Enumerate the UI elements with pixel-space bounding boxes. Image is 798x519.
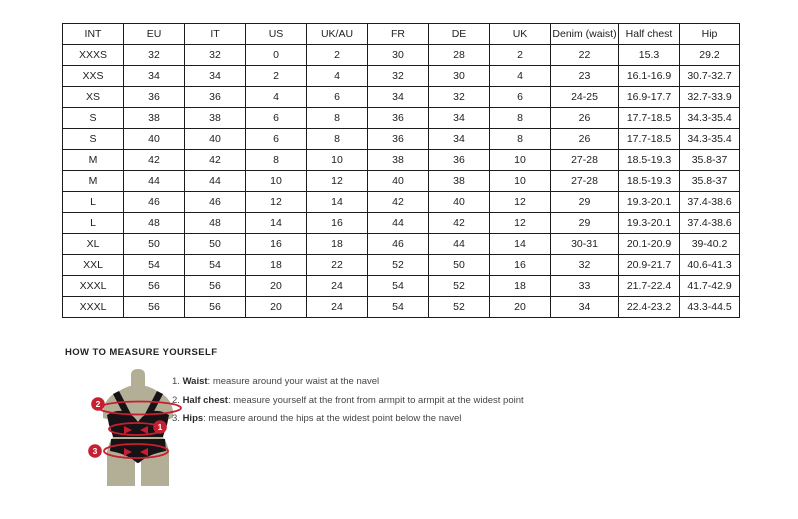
table-cell: 16.9-17.7 bbox=[619, 87, 680, 108]
table-cell: 8 bbox=[490, 129, 551, 150]
table-cell: 6 bbox=[246, 129, 307, 150]
column-header: DE bbox=[429, 24, 490, 45]
table-cell: 29 bbox=[551, 213, 619, 234]
table-cell: 30 bbox=[368, 45, 429, 66]
table-cell: XXS bbox=[63, 66, 124, 87]
table-cell: 10 bbox=[490, 150, 551, 171]
table-cell: 16 bbox=[307, 213, 368, 234]
table-cell: 32 bbox=[368, 66, 429, 87]
table-cell: 42 bbox=[185, 150, 246, 171]
table-cell: 38 bbox=[368, 150, 429, 171]
table-cell: 34 bbox=[185, 66, 246, 87]
table-cell: 28 bbox=[429, 45, 490, 66]
table-cell: 35.8-37 bbox=[680, 150, 740, 171]
table-cell: 40 bbox=[429, 192, 490, 213]
table-cell: 30 bbox=[429, 66, 490, 87]
table-cell: 22 bbox=[551, 45, 619, 66]
table-cell: S bbox=[63, 108, 124, 129]
table-cell: 48 bbox=[185, 213, 246, 234]
table-cell: 16 bbox=[490, 255, 551, 276]
column-header: IT bbox=[185, 24, 246, 45]
table-cell: XXXL bbox=[63, 276, 124, 297]
table-cell: 40 bbox=[124, 129, 185, 150]
table-cell: 32 bbox=[551, 255, 619, 276]
table-row bbox=[63, 108, 740, 129]
table-cell: 40 bbox=[185, 129, 246, 150]
table-cell: 36 bbox=[429, 150, 490, 171]
table-cell: 0 bbox=[246, 45, 307, 66]
measure-step-term: Half chest bbox=[182, 394, 228, 406]
table-cell: S bbox=[63, 129, 124, 150]
column-header: UK/AU bbox=[307, 24, 368, 45]
column-header: UK bbox=[490, 24, 551, 45]
table-row bbox=[63, 45, 740, 66]
svg-text:2: 2 bbox=[95, 399, 101, 409]
table-cell: 4 bbox=[307, 66, 368, 87]
measure-point-1-badge bbox=[153, 420, 167, 434]
table-cell: 10 bbox=[246, 171, 307, 192]
table-cell: 37.4-38.6 bbox=[680, 213, 740, 234]
table-cell: 42 bbox=[368, 192, 429, 213]
table-cell: 41.7-42.9 bbox=[680, 276, 740, 297]
table-cell: 20.1-20.9 bbox=[619, 234, 680, 255]
size-chart bbox=[62, 23, 739, 318]
table-cell: 37.4-38.6 bbox=[680, 192, 740, 213]
table-cell: 17.7-18.5 bbox=[619, 129, 680, 150]
table-cell: 12 bbox=[490, 192, 551, 213]
table-cell: 43.3-44.5 bbox=[680, 297, 740, 318]
table-cell: 50 bbox=[124, 234, 185, 255]
table-cell: 18.5-19.3 bbox=[619, 171, 680, 192]
table-cell: 48 bbox=[124, 213, 185, 234]
table-cell: 56 bbox=[185, 276, 246, 297]
table-cell: 38 bbox=[185, 108, 246, 129]
table-cell: 16 bbox=[246, 234, 307, 255]
table-cell: 18 bbox=[307, 234, 368, 255]
table-cell: 24-25 bbox=[551, 87, 619, 108]
table-cell: 24 bbox=[307, 297, 368, 318]
table-cell: 38 bbox=[429, 171, 490, 192]
table-cell: 10 bbox=[490, 171, 551, 192]
table-cell: 6 bbox=[246, 108, 307, 129]
table-cell: 32 bbox=[124, 45, 185, 66]
table-cell: 32 bbox=[185, 45, 246, 66]
table-row bbox=[63, 192, 740, 213]
column-header: INT bbox=[63, 24, 124, 45]
table-cell: 12 bbox=[490, 213, 551, 234]
table-cell: 34 bbox=[551, 297, 619, 318]
table-cell: XXL bbox=[63, 255, 124, 276]
table-cell: M bbox=[63, 150, 124, 171]
measure-step: 3. Hips: measure around the hips at the widest point below the navel bbox=[172, 413, 462, 424]
table-header-row bbox=[63, 24, 740, 45]
table-row bbox=[63, 276, 740, 297]
table-cell: 36 bbox=[185, 87, 246, 108]
table-cell: 44 bbox=[124, 171, 185, 192]
measure-step: 2. Half chest: measure yourself at the front from armpit to armpit at the widest point bbox=[172, 394, 524, 406]
column-header: Half chest bbox=[619, 24, 680, 45]
table-cell: 2 bbox=[490, 45, 551, 66]
table-cell: 18.5-19.3 bbox=[619, 150, 680, 171]
table-cell: 16.1-16.9 bbox=[619, 66, 680, 87]
table-cell: 14 bbox=[246, 213, 307, 234]
table-cell: 24 bbox=[307, 276, 368, 297]
table-cell: 8 bbox=[490, 108, 551, 129]
table-cell: 20 bbox=[490, 297, 551, 318]
table-cell: 38 bbox=[124, 108, 185, 129]
table-cell: 27-28 bbox=[551, 171, 619, 192]
table-cell: 42 bbox=[429, 213, 490, 234]
table-row bbox=[63, 255, 740, 276]
table-cell: 32.7-33.9 bbox=[680, 87, 740, 108]
table-cell: 15.3 bbox=[619, 45, 680, 66]
table-row bbox=[63, 87, 740, 108]
table-cell: 8 bbox=[307, 108, 368, 129]
size-conversion-table bbox=[62, 23, 740, 318]
table-cell: 44 bbox=[368, 213, 429, 234]
table-cell: 56 bbox=[124, 297, 185, 318]
table-cell: 36 bbox=[124, 87, 185, 108]
column-header: Denim (waist) bbox=[551, 24, 619, 45]
table-cell: L bbox=[63, 213, 124, 234]
table-cell: 54 bbox=[368, 297, 429, 318]
table-cell: 8 bbox=[307, 129, 368, 150]
table-cell: 54 bbox=[185, 255, 246, 276]
table-cell: 22 bbox=[307, 255, 368, 276]
measure-guide-title: HOW TO MEASURE YOURSELF bbox=[65, 347, 218, 358]
table-cell: 44 bbox=[185, 171, 246, 192]
table-cell: 21.7-22.4 bbox=[619, 276, 680, 297]
table-row bbox=[63, 213, 740, 234]
table-cell: 14 bbox=[490, 234, 551, 255]
table-cell: 56 bbox=[124, 276, 185, 297]
table-cell: 12 bbox=[307, 171, 368, 192]
measure-point-3-badge bbox=[88, 444, 102, 458]
table-row bbox=[63, 150, 740, 171]
table-cell: 19.3-20.1 bbox=[619, 213, 680, 234]
table-cell: 50 bbox=[185, 234, 246, 255]
table-cell: M bbox=[63, 171, 124, 192]
table-cell: 14 bbox=[307, 192, 368, 213]
measure-step: 1. Waist: measure around your waist at the navel bbox=[172, 376, 380, 387]
table-cell: 40.6-41.3 bbox=[680, 255, 740, 276]
table-cell: 4 bbox=[490, 66, 551, 87]
table-row bbox=[63, 129, 740, 150]
table-cell: XXXS bbox=[63, 45, 124, 66]
table-cell: 56 bbox=[185, 297, 246, 318]
table-cell: 44 bbox=[429, 234, 490, 255]
table-cell: 30-31 bbox=[551, 234, 619, 255]
table-cell: 52 bbox=[429, 297, 490, 318]
measure-steps-list bbox=[172, 377, 524, 433]
column-header: US bbox=[246, 24, 307, 45]
table-cell: 10 bbox=[307, 150, 368, 171]
table-cell: XL bbox=[63, 234, 124, 255]
table-cell: 20 bbox=[246, 297, 307, 318]
measure-step-term: Waist bbox=[182, 376, 208, 387]
table-cell: 35.8-37 bbox=[680, 171, 740, 192]
measure-point-2-badge bbox=[91, 397, 105, 411]
table-cell: 4 bbox=[246, 87, 307, 108]
table-cell: 26 bbox=[551, 108, 619, 129]
table-cell: 2 bbox=[246, 66, 307, 87]
table-row bbox=[63, 297, 740, 318]
table-cell: 29.2 bbox=[680, 45, 740, 66]
table-cell: 12 bbox=[246, 192, 307, 213]
table-cell: 23 bbox=[551, 66, 619, 87]
table-cell: 33 bbox=[551, 276, 619, 297]
table-cell: 20.9-21.7 bbox=[619, 255, 680, 276]
table-cell: L bbox=[63, 192, 124, 213]
table-cell: 19.3-20.1 bbox=[619, 192, 680, 213]
table-cell: 46 bbox=[185, 192, 246, 213]
measure-step-term: Hips bbox=[182, 413, 204, 424]
table-cell: 42 bbox=[124, 150, 185, 171]
table-cell: 8 bbox=[246, 150, 307, 171]
table-cell: 39-40.2 bbox=[680, 234, 740, 255]
table-cell: 52 bbox=[429, 276, 490, 297]
table-cell: 46 bbox=[124, 192, 185, 213]
table-cell: 22.4-23.2 bbox=[619, 297, 680, 318]
table-cell: 27-28 bbox=[551, 150, 619, 171]
table-cell: 46 bbox=[368, 234, 429, 255]
table-cell: 6 bbox=[490, 87, 551, 108]
table-cell: 34.3-35.4 bbox=[680, 108, 740, 129]
column-header: FR bbox=[368, 24, 429, 45]
table-cell: 34.3-35.4 bbox=[680, 129, 740, 150]
table-cell: 36 bbox=[368, 108, 429, 129]
table-cell: 54 bbox=[368, 276, 429, 297]
table-cell: XS bbox=[63, 87, 124, 108]
table-cell: 6 bbox=[307, 87, 368, 108]
table-row bbox=[63, 66, 740, 87]
table-cell: 34 bbox=[429, 108, 490, 129]
table-cell: 26 bbox=[551, 129, 619, 150]
svg-text:3: 3 bbox=[92, 446, 98, 456]
column-header: Hip bbox=[680, 24, 740, 45]
table-cell: 40 bbox=[368, 171, 429, 192]
table-cell: 34 bbox=[429, 129, 490, 150]
table-cell: 20 bbox=[246, 276, 307, 297]
table-cell: 2 bbox=[307, 45, 368, 66]
svg-text:1: 1 bbox=[157, 422, 163, 432]
column-header: EU bbox=[124, 24, 185, 45]
table-cell: 50 bbox=[429, 255, 490, 276]
table-cell: 32 bbox=[429, 87, 490, 108]
table-row bbox=[63, 234, 740, 255]
table-cell: 30.7-32.7 bbox=[680, 66, 740, 87]
table-cell: 54 bbox=[124, 255, 185, 276]
table-cell: XXXL bbox=[63, 297, 124, 318]
table-cell: 18 bbox=[246, 255, 307, 276]
table-cell: 52 bbox=[368, 255, 429, 276]
table-row bbox=[63, 171, 740, 192]
table-cell: 36 bbox=[368, 129, 429, 150]
table-cell: 29 bbox=[551, 192, 619, 213]
table-cell: 34 bbox=[124, 66, 185, 87]
table-cell: 34 bbox=[368, 87, 429, 108]
table-cell: 18 bbox=[490, 276, 551, 297]
table-cell: 17.7-18.5 bbox=[619, 108, 680, 129]
